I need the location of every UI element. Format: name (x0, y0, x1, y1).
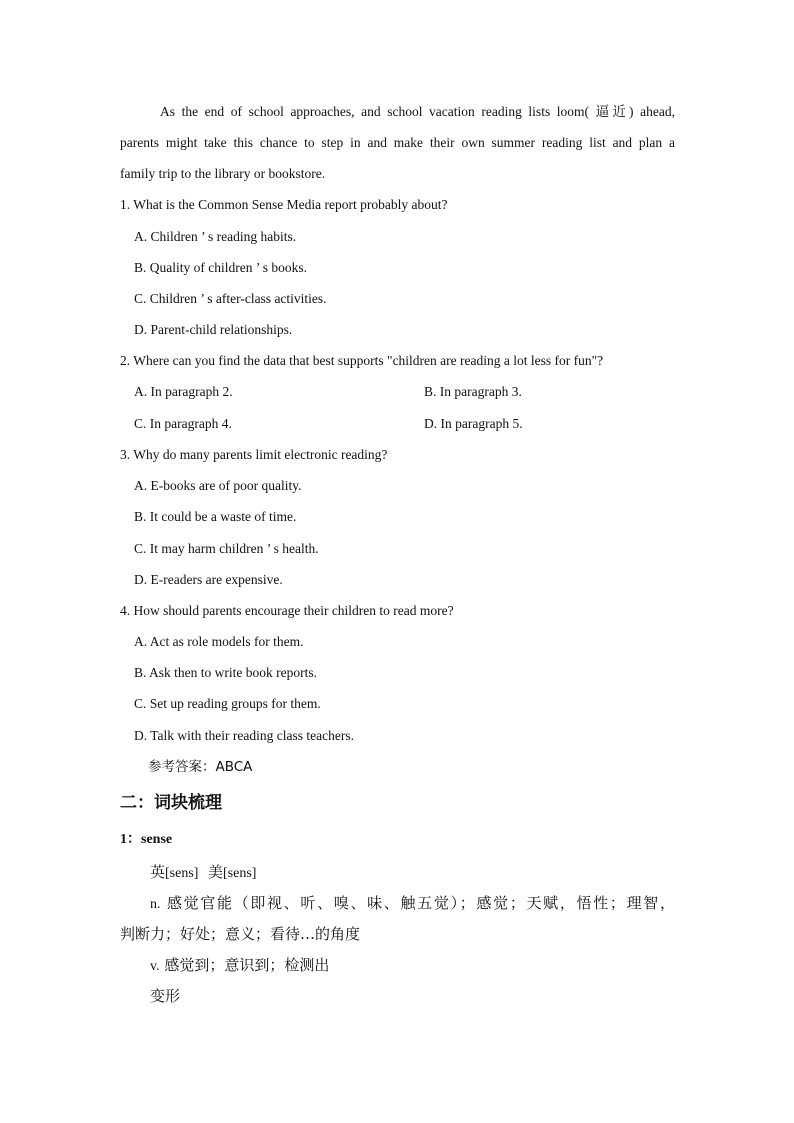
noun-definition-line-2: 判断力；好处；意义；看待…的角度 (120, 925, 361, 943)
question-2-option-b: B. In paragraph 3. (424, 384, 522, 399)
phonetic-us-label: 美 (208, 863, 224, 881)
passage-line-1: As the end of school approaches, and school vacation reading lists loom( 逼近) ahead, (160, 104, 675, 119)
passage-line-3: family trip to the library or bookstore. (120, 166, 326, 181)
question-3-option-c: C. It may harm children ’ s health. (134, 541, 319, 556)
forms-label: 变形 (150, 987, 181, 1005)
question-4-option-c: C. Set up reading groups for them. (134, 696, 321, 711)
question-3-option-a: A. E-books are of poor quality. (134, 478, 302, 493)
question-1-option-c: C. Children ’ s after-class activities. (134, 291, 327, 306)
question-2-option-d: D. In paragraph 5. (424, 416, 523, 431)
verb-pos: v. (150, 959, 160, 974)
question-1-option-b: B. Quality of children ’ s books. (134, 260, 307, 275)
question-2-option-c: C. In paragraph 4. (134, 416, 232, 431)
question-1-option-d: D. Parent-child relationships. (134, 322, 293, 337)
question-4-option-d: D. Talk with their reading class teachers. (134, 728, 354, 743)
question-3-option-b: B. It could be a waste of time. (134, 509, 297, 524)
question-1-stem: 1. What is the Common Sense Media report probably about? (120, 197, 448, 212)
passage-line-2: parents might take this chance to step in and make their own summer reading list and plan a (120, 135, 675, 150)
question-4-option-b: B. Ask then to write book reports. (134, 665, 317, 680)
noun-meaning-1: 感觉官能（即视、听、嗅、味、触五觉）；感觉；天赋，悟性；理智， (166, 894, 675, 912)
section-heading: 二：词块梳理 (120, 793, 222, 813)
verb-meaning: 感觉到；意识到；检测出 (164, 956, 330, 974)
noun-pos: n. (150, 897, 161, 912)
entry-title: 1：sense (120, 832, 173, 847)
phonetic-us: [sens] (223, 866, 257, 881)
phonetic-line (150, 861, 256, 885)
question-4-stem: 4. How should parents encourage their children to read more? (120, 603, 454, 618)
phonetic-uk-label: 英 (150, 863, 166, 881)
question-2-stem: 2. Where can you find the data that best supports "children are reading a lot less for fun"? (120, 353, 604, 368)
noun-definition-line-1 (120, 892, 675, 916)
question-1-option-a: A. Children ’ s reading habits. (134, 229, 297, 244)
answer-key: 参考答案：ABCA (148, 759, 253, 775)
question-2-option-a: A. In paragraph 2. (134, 384, 233, 399)
phonetic-uk: [sens] (165, 866, 199, 881)
verb-definition (150, 954, 329, 978)
question-3-option-d: D. E-readers are expensive. (134, 572, 283, 587)
question-4-option-a: A. Act as role models for them. (134, 634, 304, 649)
question-3-stem: 3. Why do many parents limit electronic reading? (120, 447, 388, 462)
